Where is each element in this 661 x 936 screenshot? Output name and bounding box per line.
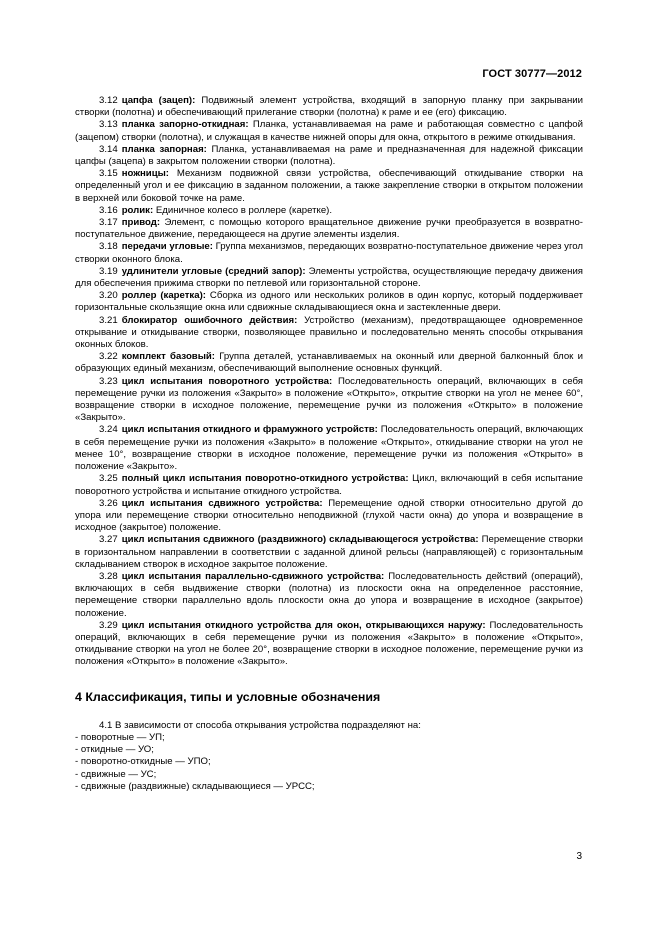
definition-number: 3.26: [99, 497, 118, 509]
definition-term: цикл испытания поворотного устройства:: [121, 375, 333, 387]
definition-item: [75, 290, 583, 314]
definition-term: ножницы:: [121, 168, 169, 180]
definition-number: 3.24: [99, 424, 118, 436]
page-content: [75, 95, 583, 793]
definition-item: [75, 571, 583, 620]
definition-item: [75, 168, 583, 205]
definition-term: привод:: [121, 217, 161, 229]
definition-number: 3.25: [99, 473, 118, 485]
definition-term: удлинители угловые (средний запор):: [121, 265, 306, 277]
definition-term: цапфа (зацеп):: [121, 95, 196, 106]
definition-number: 3.18: [99, 241, 118, 253]
definition-number: 3.19: [99, 265, 118, 277]
definition-number: 3.23: [99, 375, 118, 387]
definition-number: 3.22: [99, 351, 118, 363]
definition-number: 3.28: [99, 570, 118, 582]
list-item: - поворотные — УП;: [75, 731, 165, 743]
definition-text: Единичное колесо в роллере (каретке).: [155, 204, 333, 216]
definition-text: Перемещение одной створки относительно другой до упора или перемещение створки относительно неподвижной (глухой части окна) до упора и возвращение в исходное (закрытое) положение.: [75, 497, 584, 534]
definition-item: [75, 205, 583, 217]
definition-term: цикл испытания откидного и фрамужного устройств:: [121, 424, 378, 436]
definitions-list: [75, 95, 583, 669]
definition-item: [75, 241, 583, 265]
definition-item: [75, 424, 583, 473]
definition-number: 3.17: [99, 217, 118, 229]
definition-number: 3.14: [99, 143, 118, 155]
definition-term: полный цикл испытания поворотно-откидного устройства:: [121, 473, 409, 485]
definition-text: Группа деталей, устанавливаемых на оконный или дверной балконный блок и образующих единый механизм, обеспечивающий выполнение основных функций.: [75, 351, 583, 375]
doc-code-header: ГОСТ 30777—2012: [482, 68, 582, 80]
list-item: - сдвижные — УС;: [75, 768, 157, 780]
definition-number: 3.20: [99, 290, 118, 302]
definition-item: [75, 376, 583, 425]
definition-text: Подвижный элемент устройства, входящий в запорную планку при закрывании створки (полотна) и обеспечивающий прилегание створки (полотна) к раме и ее (его) фиксацию.: [75, 95, 583, 119]
definition-item: [75, 119, 583, 143]
list-item: - откидные — УО;: [75, 744, 154, 756]
definition-text: Планка, устанавливаемая на раме и работающая совместно с цапфой (зацепом) створки (полотна), и служащая в качестве нижней опоры для окна, открытого в режиме откидывания.: [75, 119, 583, 143]
definition-item: [75, 95, 583, 119]
definition-item: [75, 498, 583, 535]
definition-item: [75, 144, 583, 168]
definition-text: Механизм подвижной связи устройства, обеспечивающий откидывание створки на определенный угол и ее фиксацию в заданном положении, а также закрепление створки в открытом положении в верхней или боковой точке на раме.: [75, 168, 583, 204]
definition-text: Сборка из одного или нескольких роликов в один корпус, который поддерживает горизонтальные скользящие окна или сдвижные складывающиеся окна и застекленные двери.: [75, 290, 583, 314]
definition-item: [75, 534, 583, 571]
section-intro: 4.1 В зависимости от способа открывания устройства подразделяют на:: [99, 719, 421, 731]
definition-number: 3.15: [99, 168, 118, 180]
definition-term: передачи угловые:: [121, 241, 213, 253]
definition-term: цикл испытания сдвижного (раздвижного) складывающегося устройства:: [121, 534, 479, 546]
definition-text: Элементы устройства, осуществляющие передачу движения для обеспечения прижима створки по петлевой или горизонтальной стороне.: [75, 265, 583, 290]
page-number: 3: [576, 851, 582, 862]
definition-number: 3.21: [99, 314, 118, 326]
definition-item: [75, 266, 583, 290]
definition-term: блокиратор ошибочного действия:: [121, 314, 298, 326]
definition-term: роллер (каретка):: [121, 290, 206, 302]
definition-item: [75, 620, 583, 669]
definition-text: Последовательность операций, включающих в себя перемещение ручки из положения «Закрыто» в положение «Открыто», откидывание створки на угол не менее 10°, возвращение створки в исходное положение, перемещение ручки из положения «Открыто» в положение «Закрыто».: [75, 424, 583, 473]
definition-text: Устройство (механизм), предотвращающее одновременное открывание и откидывание створки, позволяющее правильно и последовательно менять способы открывания оконных блоков.: [75, 314, 583, 351]
definition-term: цикл испытания параллельно-сдвижного устройства:: [121, 570, 385, 582]
definition-item: [75, 315, 583, 352]
section-heading: 4 Классификация, типы и условные обозначения: [75, 689, 381, 704]
types-list: [75, 732, 583, 793]
definition-text: Последовательность операций, включающих в себя перемещение ручки из положения «Закрыто» в положение «Открыто», откидывание створки на угол не более 20°, возвращение створки в исходное положение, перемещение ручки из положения «Открыто» в положение «Закрыто».: [75, 619, 583, 668]
definition-term: планка запорно-откидная:: [121, 119, 249, 131]
definition-text: Цикл, включающий в себя испытание поворотного устройства и испытание откидного устройства.: [75, 473, 583, 497]
definition-number: 3.13: [99, 119, 118, 131]
definition-number: 3.29: [99, 619, 118, 631]
definition-number: 3.27: [99, 534, 118, 546]
definition-text: Группа механизмов, передающих возвратно-поступательное движение через угол створки оконного блока.: [75, 241, 583, 265]
definition-text: Элемент, с помощью которого вращательное движение ручки преобразуется в возвратно-поступательное движение, передающееся на другие элементы изделия.: [75, 217, 583, 241]
definition-item: [75, 473, 583, 497]
definition-term: планка запорная:: [121, 143, 207, 155]
definition-term: ролик:: [121, 204, 154, 216]
definition-number: 3.16: [99, 204, 118, 216]
definition-text: Последовательность операций, включающих в себя перемещение ручки из положения «Закрыто» в положение «Открыто», открытие створки на угол не менее 60°, возвращение створки в исходное положение, перемещение ручки из положения «Открыто» в положение «Закрыто».: [75, 375, 584, 424]
definition-text: Планка, устанавливаемая на раме и предназначенная для надежной фиксации цапфы (зацепа) в закрытом положении створки (полотна).: [75, 143, 584, 168]
definition-term: комплект базовый:: [121, 351, 215, 363]
definition-number: 3.12: [99, 95, 118, 106]
definition-item: [75, 351, 583, 375]
list-item: - сдвижные (раздвижные) складывающиеся — УРСС;: [75, 780, 315, 792]
definition-term: цикл испытания сдвижного устройства:: [121, 497, 323, 509]
definition-text: Перемещение створки в горизонтальном направлении в соответствии с заданной длиной рельсы (направляющей) с горизонтальным складыванием створок в исходное закрытое положение.: [75, 534, 583, 570]
definition-term: цикл испытания откидного устройства для окон, открывающихся наружу:: [121, 619, 486, 631]
list-item: - поворотно-откидные — УПО;: [75, 756, 211, 768]
definition-item: [75, 217, 583, 241]
definition-text: Последовательность действий (операций), включающих в себя выдвижение створки (полотна) из плоскости окна на определенное расстояние, перемещение створки параллельно вдоль плоскости окна до упора и возвращение в исходное (закрытое) положение.: [75, 570, 583, 619]
